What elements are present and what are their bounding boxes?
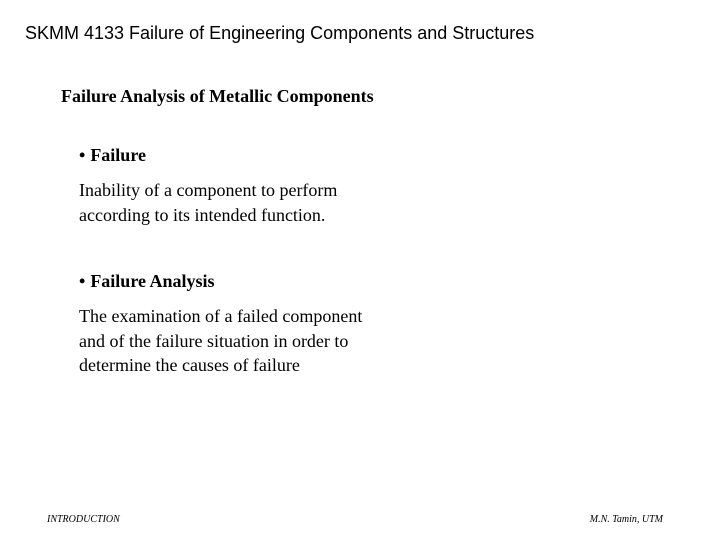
bullet: • bbox=[79, 145, 86, 165]
definition-failure bbox=[79, 178, 337, 227]
definition-failure-analysis bbox=[79, 304, 362, 378]
text-line: according to its intended function. bbox=[79, 204, 326, 225]
heading-label: Failure bbox=[90, 145, 146, 165]
section-heading-failure bbox=[79, 144, 146, 166]
slide-title: Failure Analysis of Metallic Components bbox=[61, 86, 374, 106]
course-title: SKMM 4133 Failure of Engineering Components and Structures bbox=[25, 23, 535, 43]
text-line: The examination of a failed component bbox=[79, 306, 363, 326]
heading-label: Failure Analysis bbox=[90, 271, 215, 291]
footer-author: M.N. Tamin, UTM bbox=[589, 514, 663, 525]
text-line: Inability of a component to perform bbox=[79, 180, 338, 200]
text-line: and of the failure situation in order to bbox=[79, 330, 349, 351]
text-line: determine the causes of failure bbox=[79, 355, 300, 375]
footer-section-label: INTRODUCTION bbox=[47, 514, 120, 525]
section-heading-failure-analysis bbox=[79, 270, 215, 292]
bullet: • bbox=[79, 271, 86, 291]
